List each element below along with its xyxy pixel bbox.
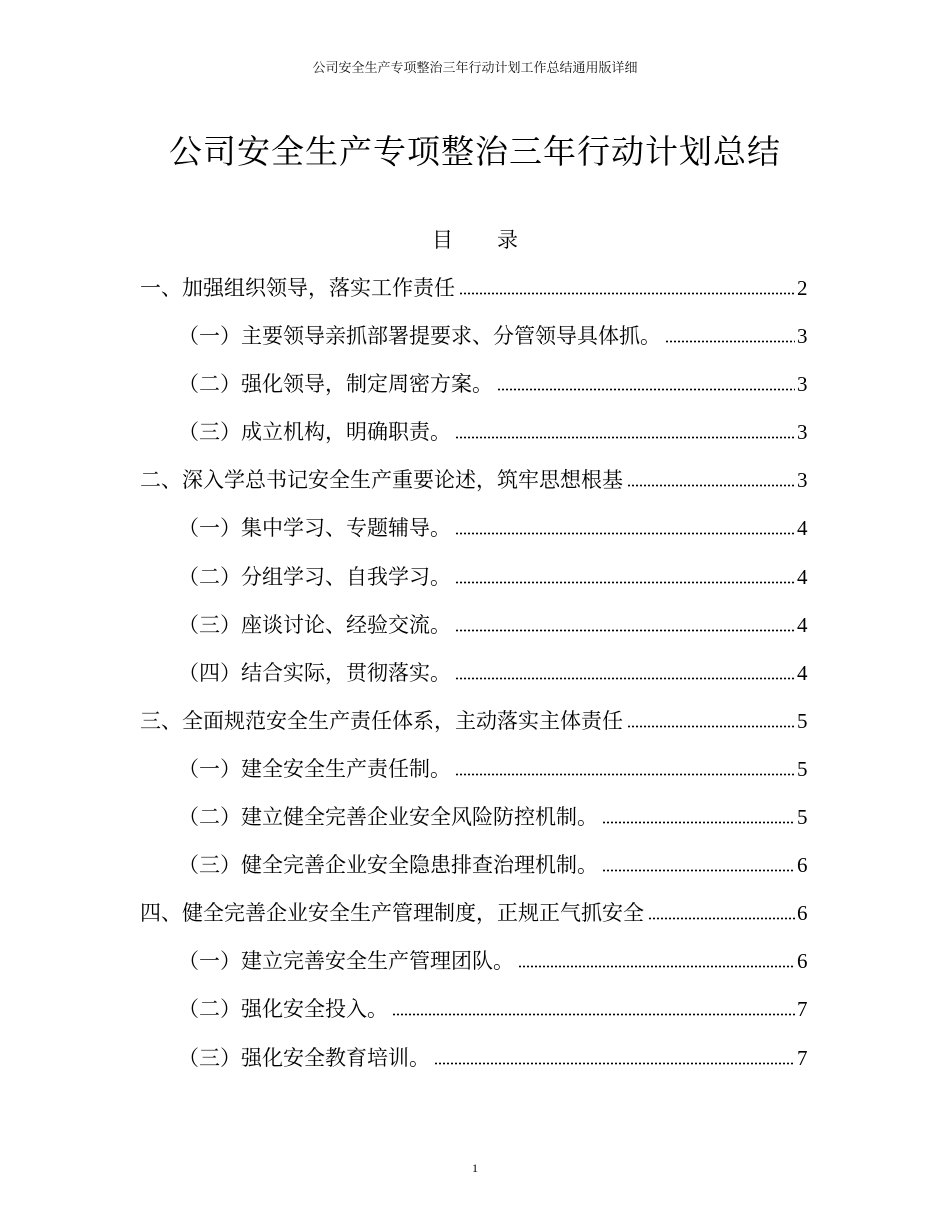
toc-subsection-entry[interactable]	[0, 1038, 950, 1086]
toc-dot-leader	[665, 340, 795, 343]
toc-entry-page-number: 3	[797, 468, 808, 493]
toc-subsection-entry[interactable]	[0, 845, 950, 893]
toc-subsection-entry[interactable]	[0, 605, 950, 653]
toc-dot-leader	[455, 773, 795, 776]
toc-section-entry[interactable]	[0, 701, 950, 749]
toc-entry-label: （一）建立完善安全生产管理团队。	[178, 949, 514, 974]
toc-subsection-entry[interactable]	[0, 412, 950, 460]
toc-subsection-entry[interactable]	[0, 364, 950, 412]
toc-dot-leader	[455, 629, 795, 632]
toc-entry-label: （一）集中学习、专题辅导。	[178, 516, 451, 541]
toc-dot-leader	[455, 436, 795, 439]
toc-entry-page-number: 6	[797, 901, 808, 926]
toc-heading: 目录	[432, 228, 562, 252]
toc-subsection-entry[interactable]	[0, 797, 950, 845]
toc-entry-page-number: 6	[797, 853, 808, 878]
toc-entry-page-number: 2	[797, 276, 808, 300]
toc-entry-page-number: 5	[797, 756, 808, 781]
toc-dot-leader	[455, 532, 795, 535]
toc-dot-leader	[627, 484, 795, 487]
toc-entry-label: 三、全面规范安全生产责任体系，主动落实主体责任	[140, 708, 623, 733]
toc-dot-leader	[627, 725, 795, 728]
toc-dot-leader	[434, 1062, 795, 1065]
toc-entry-page-number: 3	[797, 420, 808, 445]
toc-entry-page-number: 3	[797, 324, 808, 349]
toc-dot-leader	[497, 388, 795, 391]
toc-dot-leader	[455, 581, 795, 584]
toc-subsection-entry[interactable]	[0, 316, 950, 364]
toc-entry-page-number: 4	[797, 564, 808, 589]
toc-entry-label: （四）结合实际，贯彻落实。	[178, 660, 451, 685]
toc-subsection-entry[interactable]	[0, 941, 950, 989]
toc-entry-page-number: 4	[797, 516, 808, 541]
toc-entry-label: 一、加强组织领导，落实工作责任	[140, 276, 455, 300]
toc-entry-label: （二）建立健全完善企业安全风险防控机制。	[178, 805, 598, 830]
toc-dot-leader	[602, 869, 795, 872]
toc-section-entry[interactable]	[0, 460, 950, 508]
toc-subsection-entry[interactable]	[0, 989, 950, 1037]
toc-entry-label: （三）强化安全教育培训。	[178, 1045, 430, 1070]
toc-entry-label: （一）主要领导亲抓部署提要求、分管领导具体抓。	[178, 324, 661, 349]
toc-entry-page-number: 6	[797, 949, 808, 974]
toc-dot-leader	[459, 292, 795, 295]
toc-entry-label: 四、健全完善企业安全生产管理制度，正规正气抓安全	[140, 901, 644, 926]
toc-subsection-entry[interactable]	[0, 557, 950, 605]
table-of-contents	[0, 268, 950, 1086]
running-header: 公司安全生产专项整治三年行动计划工作总结通用版详细	[312, 61, 638, 76]
toc-entry-page-number: 5	[797, 708, 808, 733]
toc-subsection-entry[interactable]	[0, 508, 950, 556]
toc-dot-leader	[602, 821, 795, 824]
toc-entry-label: 二、深入学总书记安全生产重要论述，筑牢思想根基	[140, 468, 623, 493]
toc-entry-label: （二）分组学习、自我学习。	[178, 564, 451, 589]
toc-entry-label: （三）座谈讨论、经验交流。	[178, 612, 451, 637]
document-title: 公司安全生产专项整治三年行动计划总结	[169, 132, 781, 171]
toc-entry-page-number: 7	[797, 997, 808, 1022]
toc-dot-leader	[392, 1013, 795, 1016]
page-number: 1	[472, 1161, 478, 1175]
toc-entry-label: （二）强化安全投入。	[178, 997, 388, 1022]
toc-entry-label: （二）强化领导，制定周密方案。	[178, 372, 493, 397]
toc-entry-page-number: 7	[797, 1045, 808, 1070]
toc-entry-page-number: 3	[797, 372, 808, 397]
toc-subsection-entry[interactable]	[0, 749, 950, 797]
toc-entry-label: （一）建全安全生产责任制。	[178, 756, 451, 781]
toc-section-entry[interactable]	[0, 893, 950, 941]
toc-entry-label: （三）健全完善企业安全隐患排查治理机制。	[178, 853, 598, 878]
toc-subsection-entry[interactable]	[0, 653, 950, 701]
toc-dot-leader	[455, 677, 795, 680]
toc-section-entry[interactable]	[0, 268, 950, 316]
toc-entry-page-number: 5	[797, 805, 808, 830]
toc-entry-label: （三）成立机构，明确职责。	[178, 420, 451, 445]
toc-entry-page-number: 4	[797, 612, 808, 637]
toc-entry-page-number: 4	[797, 660, 808, 685]
toc-dot-leader	[518, 965, 795, 968]
toc-dot-leader	[648, 917, 795, 920]
